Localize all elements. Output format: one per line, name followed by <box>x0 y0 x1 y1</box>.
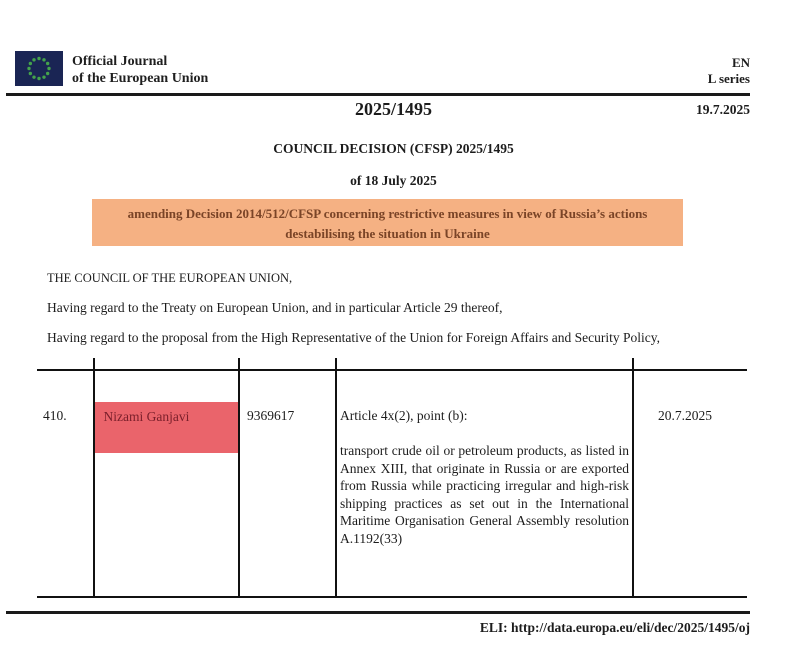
table-top-border <box>37 369 747 371</box>
journal-title-line1: Official Journal <box>72 54 168 69</box>
table-bottom-border <box>37 596 747 598</box>
listing-date-cell: 20.7.2025 <box>658 408 712 423</box>
eu-flag-logo <box>15 51 63 86</box>
document-number: 2025/1495 <box>354 99 432 119</box>
table-column-divider <box>93 358 95 598</box>
issue-date: 19.7.2025 <box>696 102 750 117</box>
journal-masthead <box>72 53 208 87</box>
subject-highlighted-text: amending Decision 2014/512/CFSP concerning restrictive measures in view of Russia’s actions destabilising the situation in Ukraine <box>92 199 683 246</box>
reason-body-cell: transport crude oil or petroleum products, as listed in Annex XIII, that originate in Russia or are exported from Russia while practicing irregular and high-risk shipping practices as set out in the International Maritime Organisation General Assembly resolution A.1192(33) <box>340 443 629 546</box>
language-code: EN <box>731 55 750 70</box>
vessel-name-cell-highlighted: Nizami Ganjavi <box>95 402 239 453</box>
table-column-divider <box>238 358 240 598</box>
header-language-series <box>708 55 750 87</box>
preamble-proposal-line: Having regard to the proposal from the High Representative of the Union for Foreign Affairs and Security Policy, <box>47 330 660 345</box>
decision-heading: COUNCIL DECISION (CFSP) 2025/1495 <box>273 141 514 156</box>
preamble-treaty-line: Having regard to the Treaty on European Union, and in particular Article 29 thereof, <box>47 300 503 315</box>
imo-number-cell: 9369617 <box>247 408 295 423</box>
footer-divider-rule <box>6 611 750 614</box>
journal-title-line2: of the European Union <box>72 71 209 86</box>
row-number-cell: 410. <box>43 408 67 423</box>
decision-date-line: of 18 July 2025 <box>350 173 437 188</box>
series-label: L series <box>707 71 750 86</box>
table-column-divider <box>335 358 337 598</box>
reason-title-cell: Article 4x(2), point (b): <box>340 408 468 423</box>
sanctions-table <box>37 358 747 598</box>
preamble-council-line: THE COUNCIL OF THE EUROPEAN UNION, <box>47 271 293 285</box>
table-column-divider <box>632 358 634 598</box>
header-divider-rule <box>6 93 750 96</box>
eli-link[interactable]: ELI: http://data.europa.eu/eli/dec/2025/1495/oj <box>479 620 750 635</box>
